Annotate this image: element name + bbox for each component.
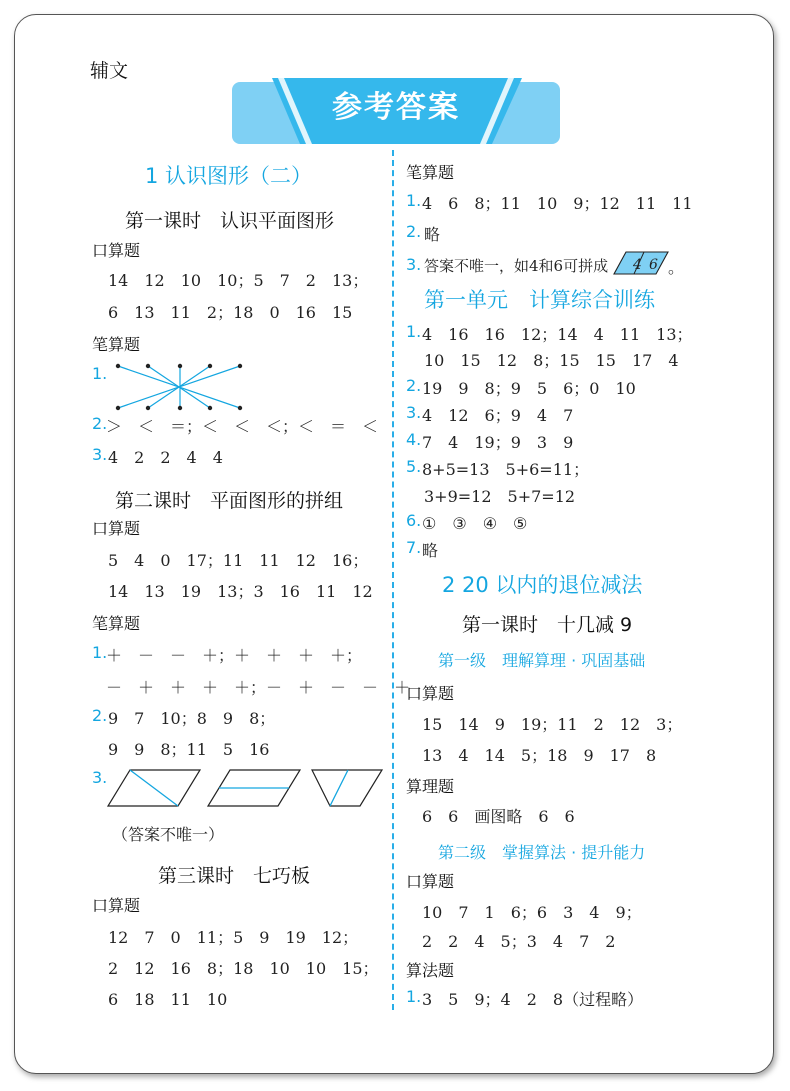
answer-row: 4 2 2 4 4 bbox=[108, 448, 223, 467]
answer-row: 7 4 19；9 3 9 bbox=[422, 433, 574, 452]
reasoning-label: 算理题 bbox=[406, 777, 455, 796]
answer-row: 略 bbox=[422, 541, 439, 560]
question-number: 2. bbox=[92, 414, 108, 433]
question-number: 3. bbox=[92, 768, 108, 787]
question-number: 1. bbox=[406, 987, 422, 1006]
oral-label: 口算题 bbox=[92, 519, 141, 538]
answer-row: 15 14 9 19；11 2 12 3； bbox=[422, 715, 683, 734]
answer-row: 9 7 10；8 9 8； bbox=[108, 709, 276, 728]
question-number: 3. bbox=[406, 403, 422, 422]
algorithm-label: 算法题 bbox=[406, 961, 455, 980]
answer-row: ① ③ ④ ⑤ bbox=[422, 514, 528, 533]
answer-row: 4 12 6；9 4 7 bbox=[422, 406, 574, 425]
answer-row: ＞ ＜ ＝；＜ ＜ ＜；＜ ＝ ＜ bbox=[106, 417, 379, 436]
question-number: 3. bbox=[406, 255, 422, 274]
question-number: 5. bbox=[406, 457, 422, 476]
column-divider bbox=[392, 150, 394, 1010]
question-number: 4. bbox=[406, 430, 422, 449]
question-number: 1. bbox=[406, 191, 422, 210]
answer-tail: 。 bbox=[668, 258, 685, 277]
level-title: 第一级 理解算理 · 巩固基础 bbox=[438, 651, 646, 670]
parallelogram-figures bbox=[108, 768, 388, 808]
parallelogram-icon bbox=[614, 250, 670, 276]
oral-label: 口算题 bbox=[92, 896, 141, 915]
answer-row: 3 5 9；4 2 8（过程略） bbox=[422, 990, 644, 1009]
question-number: 1. bbox=[406, 322, 422, 341]
answer-row: 5 4 0 17；11 11 12 16； bbox=[108, 551, 369, 570]
unit-title: 第一单元 计算综合训练 bbox=[424, 288, 655, 312]
chapter-title: 2 20 以内的退位减法 bbox=[442, 573, 643, 597]
answer-row: 8+5=13 5+6=11； bbox=[422, 460, 590, 479]
answer-row: 2 2 4 5；3 4 7 2 bbox=[422, 932, 616, 951]
question-number: 2. bbox=[92, 706, 108, 725]
question-number: 2. bbox=[406, 222, 422, 241]
answer-row: － ＋ ＋ ＋ ＋；－ ＋ － － ＋ bbox=[106, 678, 411, 697]
question-number: 6. bbox=[406, 511, 422, 530]
answer-row: 6 6 画图略 6 6 bbox=[422, 807, 575, 826]
lesson-title: 第二课时 平面图形的拼组 bbox=[115, 490, 344, 512]
answer-row: 13 4 14 5；18 9 17 8 bbox=[422, 746, 657, 765]
answer-row: 10 15 12 8；15 15 17 4 bbox=[424, 351, 679, 370]
answer-row: 9 9 8；11 5 16 bbox=[108, 740, 270, 759]
answer-row: 19 9 8；9 5 6；0 10 bbox=[422, 379, 636, 398]
answer-row: ＋ － － ＋；＋ ＋ ＋ ＋； bbox=[106, 646, 363, 665]
answer-row: 2 12 16 8；18 10 10 15； bbox=[108, 959, 379, 978]
answer-row: 14 12 10 10；5 7 2 13； bbox=[108, 271, 369, 290]
oral-label: 口算题 bbox=[92, 241, 141, 260]
lesson-title: 第三课时 七巧板 bbox=[158, 865, 311, 887]
corner-label: 辅文 bbox=[90, 60, 129, 82]
answer-row: 4 6 8；11 10 9；12 11 11 bbox=[422, 194, 693, 213]
line-segments-figure bbox=[110, 360, 250, 414]
answer-row: 6 18 11 10 bbox=[108, 990, 228, 1009]
level-title: 第二级 掌握算法 · 提升能力 bbox=[438, 843, 646, 862]
answer-row: 6 13 11 2；18 0 16 15 bbox=[108, 303, 353, 322]
question-number: 1. bbox=[92, 643, 108, 662]
answer-row: 4 16 16 12；14 4 11 13； bbox=[422, 325, 693, 344]
chapter-title: 1 认识图形（二） bbox=[145, 164, 313, 188]
written-label: 笔算题 bbox=[406, 163, 455, 182]
answer-row: 14 13 19 13；3 16 11 12 bbox=[108, 582, 373, 601]
answer-row: 答案不唯一，如4和6可拼成 bbox=[424, 257, 609, 275]
oral-label: 口算题 bbox=[406, 684, 455, 703]
question-number: 3. bbox=[92, 445, 108, 464]
written-label: 笔算题 bbox=[92, 614, 141, 633]
answer-row: 10 7 1 6；6 3 4 9； bbox=[422, 903, 642, 922]
oral-label: 口算题 bbox=[406, 872, 455, 891]
svg-text:4: 4 bbox=[633, 257, 642, 273]
answer-row: 略 bbox=[424, 225, 441, 244]
written-label: 笔算题 bbox=[92, 335, 141, 354]
question-number: 2. bbox=[406, 376, 422, 395]
answer-row: 12 7 0 11；5 9 19 12； bbox=[108, 928, 359, 947]
question-number: 7. bbox=[406, 538, 422, 557]
answer-note: （答案不唯一） bbox=[112, 825, 225, 844]
svg-text:6: 6 bbox=[649, 257, 658, 273]
answer-row: 3+9=12 5+7=12 bbox=[424, 487, 576, 506]
lesson-title: 第一课时 十几减 9 bbox=[462, 614, 633, 636]
banner-title: 参考答案 bbox=[332, 90, 460, 125]
lesson-title: 第一课时 认识平面图形 bbox=[125, 210, 335, 232]
question-number: 1. bbox=[92, 364, 108, 383]
